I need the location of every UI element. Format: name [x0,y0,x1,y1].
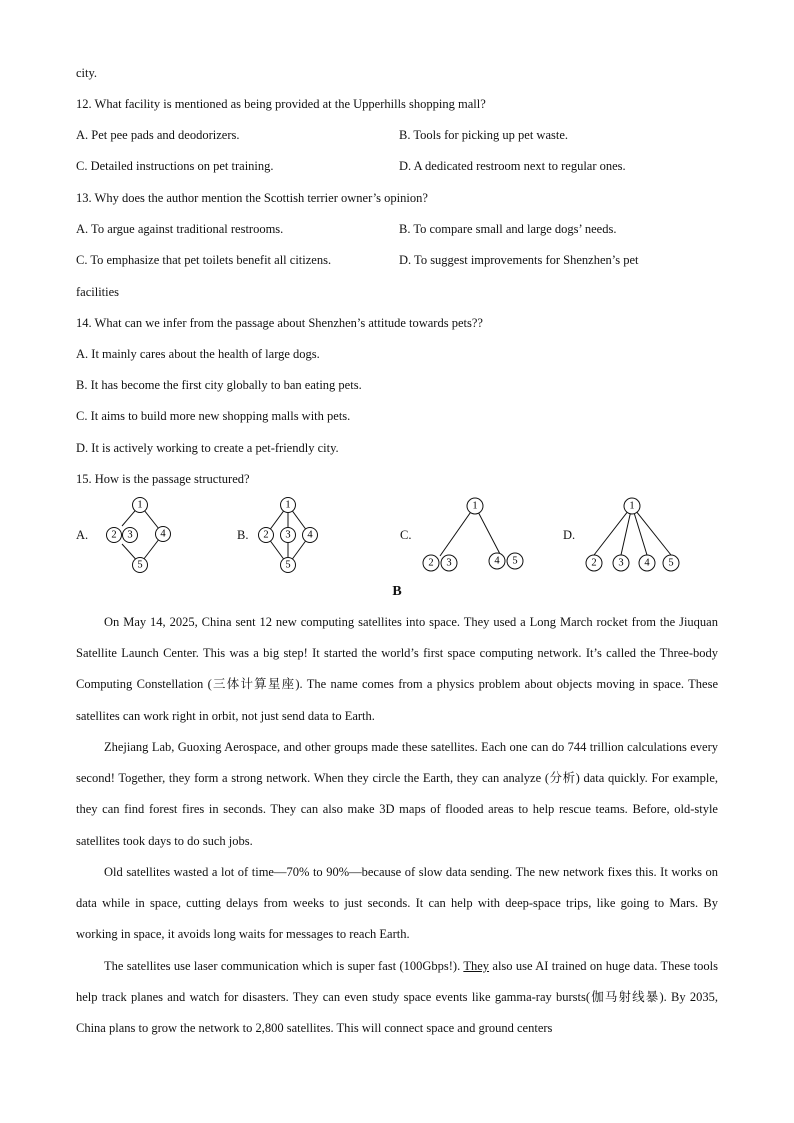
q13-option-d: D. To suggest improvements for Shenzhen’s pet [399,253,639,267]
diagram-d-node-5: 5 [668,557,674,569]
q14-option-c: C. It aims to build more new shopping malls with pets. [76,409,351,423]
diagram-a-node-5: 5 [137,559,143,571]
p4-end: also use AI trained on huge data. These tools help track planes and watch for disasters. They can even study space events like gamma-ray bursts(伽马射线暴). By 2035, China plans to grow the network to 2,800 satellites. This will connect space and ground centers [76,959,718,1036]
q12-option-d: D. A dedicated restroom next to regular ones. [399,159,626,173]
diagram-c-node-5: 5 [512,555,518,567]
q14-option-a: A. It mainly cares about the health of large dogs. [76,347,320,361]
q13-option-c: C. To emphasize that pet toilets benefit all citizens. [76,253,332,267]
q12-stem: 12. What facility is mentioned as being provided at the Upperhills shopping mall? [76,97,486,111]
passage-paragraph-1: On May 14, 2025, China sent 12 new computing satellites into space. They used a Long March rocket from the Jiuquan Satellite Launch Center. This was a big step! It started the world’s first space computing network. It’s called the Three-body Computing Constellation (三体计算星座). The name comes from a physics problem about objects moving in space. These satellites can work right in orbit, not just send data to Earth. [76,615,718,723]
diagram-c-node-3: 3 [446,557,452,569]
q13-option-a: A. To argue against traditional restrooms. [76,222,284,236]
section-heading-b: B [392,584,402,599]
q15-label-b: B. [237,528,249,542]
lead-text: city. [76,66,98,80]
q14-option-b: B. It has become the first city globally to ban eating pets. [76,378,362,392]
diagram-d-node-3: 3 [618,557,624,569]
p4-start: The satellites use laser communication which is super fast (100Gbps!). [104,959,464,973]
diagram-b-node-4: 4 [307,529,313,541]
passage-paragraph-4 [76,951,718,1045]
diagram-b-node-1: 1 [285,499,291,511]
diagram-c-node-4: 4 [494,555,500,567]
q13-option-b: B. To compare small and large dogs’ needs. [399,222,617,236]
diagram-b-node-3: 3 [285,529,291,541]
q13-option-d-continued: facilities [76,285,120,299]
diagram-d-node-4: 4 [644,557,650,569]
diagram-a-node-3: 3 [127,529,133,541]
structure-diagram-a [92,494,182,578]
structure-diagram-c [418,494,530,578]
diagram-d-node-1: 1 [629,500,635,512]
underlined-word-they: They [463,959,490,973]
q13-stem: 13. Why does the author mention the Scottish terrier owner’s opinion? [76,191,428,205]
diagram-a-node-4: 4 [160,528,166,540]
q12-option-c: C. Detailed instructions on pet training. [76,159,274,173]
diagram-a-node-1: 1 [137,499,143,511]
passage-paragraph-2: Zhejiang Lab, Guoxing Aerospace, and other groups made these satellites. Each one can do 744 trillion calculations every second! Together, they form a strong network. When they circle the Earth, they can analyze (分析) data quickly. For example, they can find forest fires in seconds. They can also make 3D maps of flooded areas to help rescue teams. Before, old-style satellites took days to do such jobs. [76,740,718,848]
q14-option-d: D. It is actively working to create a pet-friendly city. [76,441,339,455]
diagram-a-node-2: 2 [111,529,117,541]
structure-diagram-d [578,494,688,578]
structure-diagram-b [252,494,332,578]
q15-label-a: A. [76,528,89,542]
q15-label-c: C. [400,528,412,542]
q12-option-b: B. Tools for picking up pet waste. [399,128,569,142]
diagram-d-node-2: 2 [591,557,597,569]
diagram-b-node-2: 2 [263,529,269,541]
diagram-b-node-5: 5 [285,559,291,571]
passage-paragraph-3: Old satellites wasted a lot of time—70% to 90%—because of slow data sending. The new network fixes this. It works on data while in space, cutting delays from weeks to just seconds. It can help with deep-space trips, like going to Mars. By working in space, it avoids long waits for messages to reach Earth. [76,865,718,942]
q14-stem: 14. What can we infer from the passage about Shenzhen’s attitude towards pets?? [76,316,483,330]
diagram-c-node-2: 2 [428,557,434,569]
diagram-c-node-1: 1 [472,500,478,512]
q12-option-a: A. Pet pee pads and deodorizers. [76,128,240,142]
q15-stem: 15. How is the passage structured? [76,472,250,486]
q15-label-d: D. [563,528,576,542]
